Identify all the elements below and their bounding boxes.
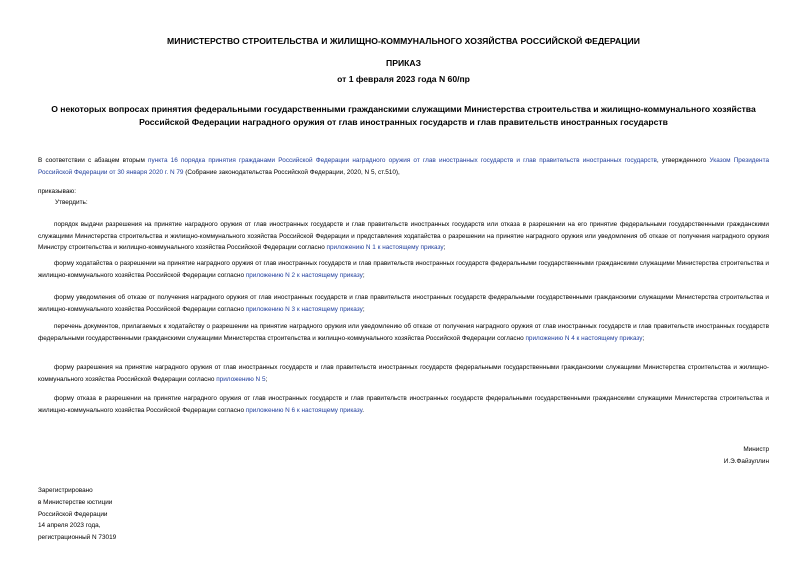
appendix-link-4[interactable]: приложению N 4 к настоящему приказу <box>525 334 643 342</box>
appendix-link-5[interactable]: приложению N 5 <box>216 375 266 383</box>
registration-block <box>38 485 238 544</box>
item-tail: ; <box>362 305 365 313</box>
signature-block <box>569 444 769 467</box>
item-text: форму уведомления об отказе от получения наградного оружия от глав иностранных государств и глав правительств иностранных государств федеральными государственными гражданскими служащими Министерства строительства и жилищно-коммунального хозяйства Российской Федерации согласно <box>38 294 769 313</box>
preamble-link-decree[interactable]: Указом Президента Российской Федерации от 30 января 2020 г. N 79 <box>38 157 769 176</box>
registration-line: в Министерстве юстиции <box>38 498 113 506</box>
prikazyvayu-text: приказываю: <box>38 188 76 195</box>
approval-item-5 <box>38 362 769 385</box>
item-text: форму ходатайства о разрешении на принятие наградного оружия от глав иностранных государств и глав правительств иностранных государств федеральными государственными гражданскими служащими Министерства строительства и жилищно-коммунального хозяйства Российской Федерации согласно <box>38 260 769 279</box>
appendix-link-1[interactable]: приложению N 1 к настоящему приказу <box>326 244 444 251</box>
ministry-name: МИНИСТЕРСТВО СТРОИТЕЛЬСТВА И ЖИЛИЩНО-КОММУНАЛЬНОГО ХОЗЯЙСТВА РОССИЙСКОЙ ФЕДЕРАЦИИ <box>167 36 640 46</box>
appendix-link-6[interactable]: приложению N 6 к настоящему приказу <box>245 406 363 414</box>
item-tail: ; <box>265 375 268 383</box>
item-tail: ; <box>362 271 365 279</box>
utverdit-text: Утвердить: <box>55 199 88 206</box>
appendix-link-3[interactable]: приложению N 3 к настоящему приказу <box>245 305 363 313</box>
signer-position: Министр <box>743 446 769 453</box>
approval-item-6 <box>38 393 769 416</box>
approval-item-1 <box>38 219 769 254</box>
approval-item-4 <box>38 321 769 344</box>
registration-date: 14 апреля 2023 года, <box>38 522 101 530</box>
item-tail: . <box>362 406 364 414</box>
item-text: порядок выдачи разрешения на принятие наградного оружия от глав иностранных государств и глав правительств иностранных государств или отказа в разрешении на его принятие федеральными государственными гражданскими служащими Министерства строительства и жилищно-коммунального хозяйства Российской Федерации и представления ходатайства о разрешении на принятие наградного оружия или уведомления об отказе от получения наградного оружия Министру строительства и жилищно-коммунального хозяйства Российской Федерации согласно <box>38 221 769 251</box>
preamble-paragraph <box>38 155 769 178</box>
preamble-link-procedure[interactable]: пункта 16 порядка принятия гражданами Российской Федерации наградного оружия от глав иностранных государств и глав правительств иностранных государств <box>148 157 657 164</box>
order-heading: ПРИКАЗ <box>386 58 421 68</box>
document-title: О некоторых вопросах принятия федеральными государственными гражданскими служащими Министерства строительства и жилищно-коммунального хозяйства Российской Федерации наградного оружия от глав иностранных государств и глав правительств иностранных государств <box>51 104 756 127</box>
item-tail: ; <box>443 244 446 251</box>
order-date-number: от 1 февраля 2023 года N 60/пр <box>337 74 470 84</box>
registration-line: Зарегистрировано <box>38 487 93 494</box>
registration-number: регистрационный N 73019 <box>38 534 117 542</box>
preamble-text-3: (Собрание законодательства Российской Федерации, 2020, N 5, ст.510), <box>183 168 400 176</box>
preamble-text-1: В соответствии с абзацем вторым <box>38 157 149 164</box>
signer-name: И.Э.Файзуллин <box>723 457 769 465</box>
preamble-text-2: , утвержденного <box>656 157 710 164</box>
item-tail: ; <box>642 334 645 342</box>
item-text: форму отказа в разрешении на принятие наградного оружия от глав иностранных государств и глав правительств иностранных государств федеральными государственными гражданскими служащими Министерства строительства и жилищно-коммунального хозяйства Российской Федерации согласно <box>38 395 769 414</box>
approval-item-2 <box>38 258 769 281</box>
item-text: перечень документов, прилагаемых к ходатайству о разрешении на принятие наградного оружия или уведомлению об отказе от получения наградного оружия от глав иностранных государств и глав правительств иностранных государств федеральными государственными гражданскими служащими Министерства строительства и жилищно-коммунального хозяйства Российской Федерации согласно <box>38 323 769 342</box>
registration-line: Российской Федерации <box>38 510 108 518</box>
appendix-link-2[interactable]: приложению N 2 к настоящему приказу <box>245 271 363 279</box>
approval-item-3 <box>38 292 769 315</box>
item-text: форму разрешения на принятие наградного оружия от глав иностранных государств и глав правительств иностранных государств федеральными государственными гражданскими служащими Министерства строительства и жилищно-коммунального хозяйства Российской Федерации согласно <box>38 364 769 383</box>
